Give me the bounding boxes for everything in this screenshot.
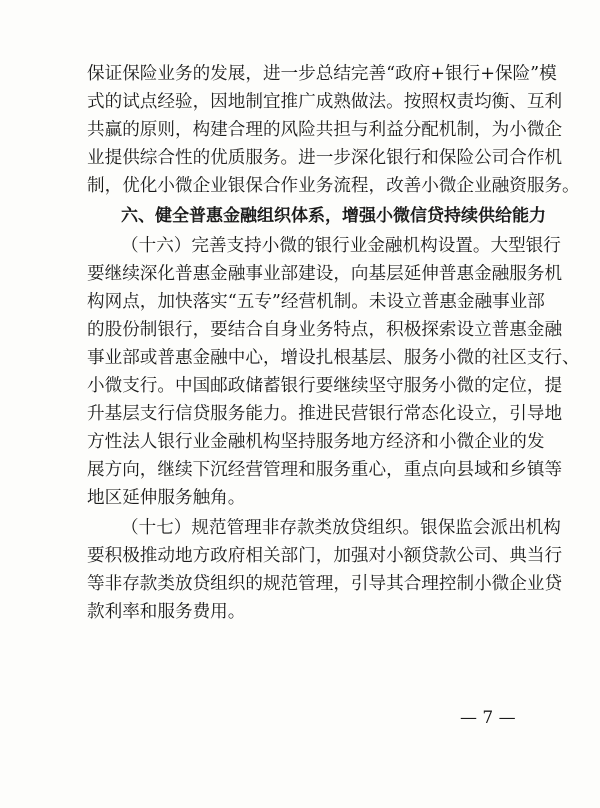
page-number: — 7 — <box>460 708 516 728</box>
body-line: 式的试点经验，因地制宜推广成熟做法。按照权责均衡、互利 <box>87 92 563 112</box>
body-line: 业提供综合性的优质服务。进一步深化银行和保险公司合作机 <box>87 148 563 168</box>
paragraph-17-line: 款利率和服务费用。 <box>87 602 246 622</box>
section-heading: 六、健全普惠金融组织体系，增强小微信贷持续供给能力 <box>121 206 546 226</box>
paragraph-17-line: 等非存款类放贷组织的规范管理，引导其合理控制小微企业贷 <box>87 574 563 594</box>
paragraph-16-line: 要继续深化普惠金融事业部建设，向基层延伸普惠金融服务机 <box>87 264 563 284</box>
paragraph-16-line: 升基层支行信贷服务能力。推进民营银行常态化设立，引导地 <box>87 404 563 424</box>
paragraph-16-line: 地区延伸服务触角。 <box>87 488 246 508</box>
body-line: 共赢的原则，构建合理的风险共担与利益分配机制，为小微企 <box>87 120 563 140</box>
paragraph-16-line: 构网点，加快落实“五专”经营机制。未设立普惠金融事业部 <box>87 292 545 312</box>
paragraph-16-line: 事业部或普惠金融中心，增设扎根基层、服务小微的社区支行、 <box>87 348 580 368</box>
paragraph-16-line: 的股份制银行，要结合自身业务特点，积极探索设立普惠金融 <box>87 320 563 340</box>
paragraph-17-line: 要积极推动地方政府相关部门，加强对小额贷款公司、典当行 <box>87 546 563 566</box>
paragraph-16-line: 方性法人银行业金融机构坚持服务地方经济和小微企业的发 <box>87 432 545 452</box>
paragraph-16-line: 展方向，继续下沉经营管理和服务重心，重点向县域和乡镇等 <box>87 460 563 480</box>
paragraph-16-line: （十六）完善支持小微的银行业金融机构设置。大型银行 <box>121 236 561 256</box>
paragraph-17-line: （十七）规范管理非存款类放贷组织。银保监会派出机构 <box>121 518 561 538</box>
paragraph-16-line: 小微支行。中国邮政储蓄银行要继续坚守服务小微的定位，提 <box>87 376 563 396</box>
body-line: 保证保险业务的发展，进一步总结完善“政府+银行+保险”模 <box>87 64 557 84</box>
body-line: 制，优化小微企业银保合作业务流程，改善小微企业融资服务。 <box>87 176 580 196</box>
